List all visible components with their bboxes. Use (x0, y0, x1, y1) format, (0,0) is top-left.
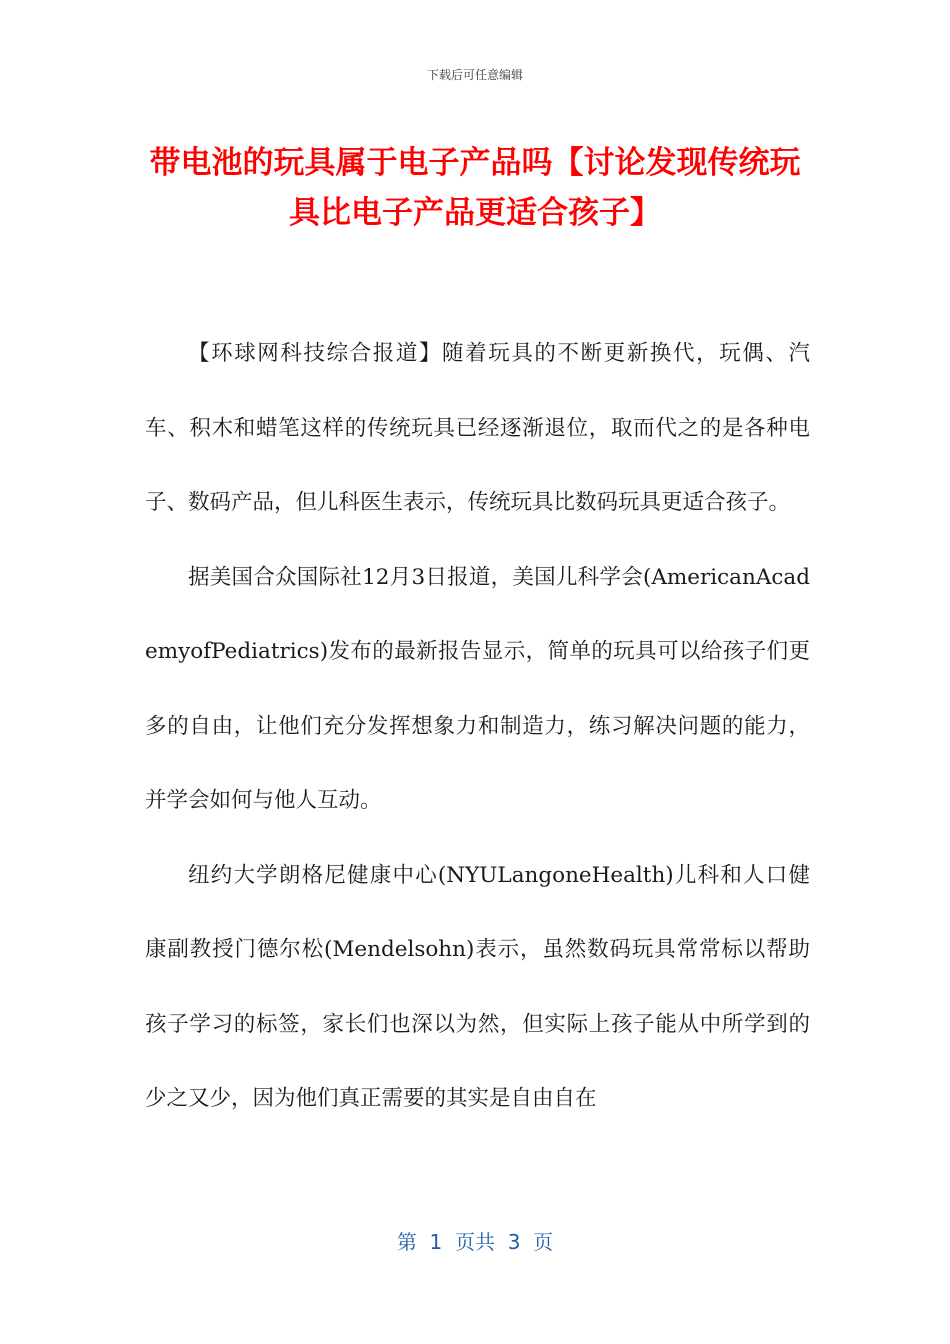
paragraph-1: 【环球网科技综合报道】随着玩具的不断更新换代，玩偶、汽车、积木和蜡笔这样的传统玩具已经逐渐退位，取而代之的是各种电子、数码产品，但儿科医生表示，传统玩具比数码玩具更适合孩子。 (145, 341, 810, 515)
document-title: 带电池的玩具属于电子产品吗【讨论发现传统玩具比电子产品更适合孩子】 (149, 145, 801, 231)
document-body (145, 317, 810, 1137)
page-number-footer: 第 1 页共 3 页 (396, 1230, 554, 1254)
paragraph-2: 据美国合众国际社12月3日报道，美国儿科学会(AmericanAcademyofPediatrics)发布的最新报告显示，简单的玩具可以给孩子们更多的自由，让他们充分发挥想象力和制造力，练习解决问题的能力，并学会如何与他人互动。 (145, 564, 810, 813)
paragraph-3: 纽约大学朗格尼健康中心(NYULangoneHealth)儿科和人口健康副教授门德尔松(Mendelsohn)表示，虽然数码玩具常常标以帮助孩子学习的标签，家长们也深以为然，但实际上孩子能从中所学到的少之又少，因为他们真正需要的其实是自由自在 (145, 862, 810, 1111)
page-header-note: 下载后可任意编辑 (426, 68, 523, 82)
